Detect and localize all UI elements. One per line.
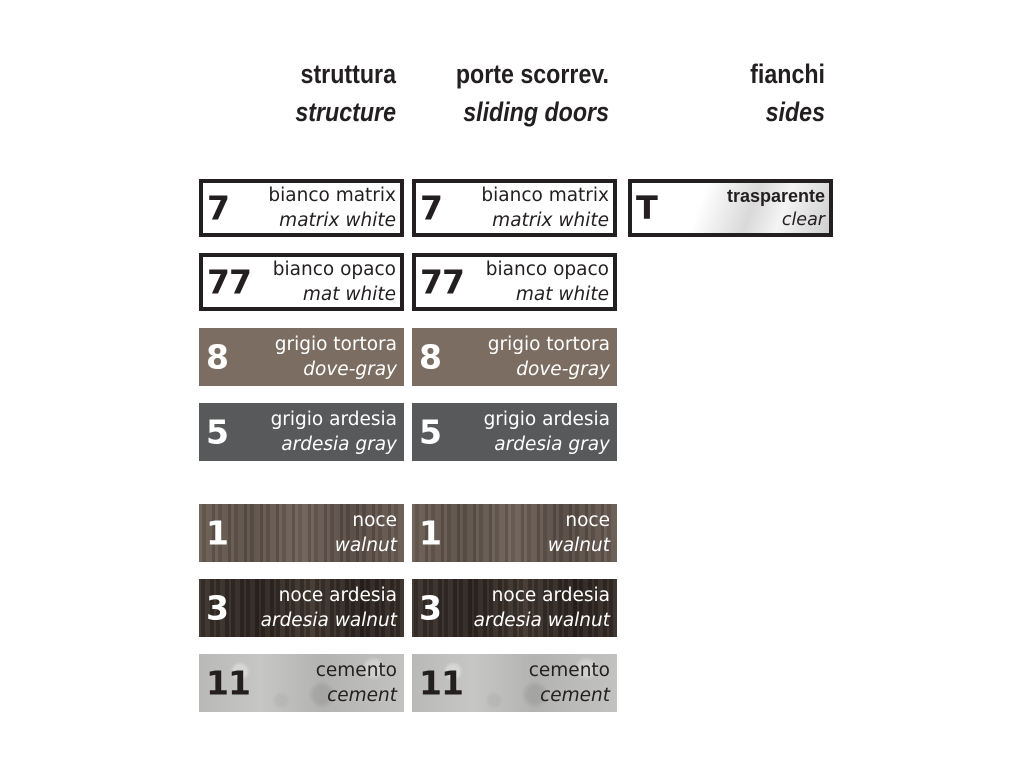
finish-names (484, 407, 610, 457)
finish-name-it: grigio ardesia (483, 409, 610, 430)
finish-name-en: mat white (515, 284, 609, 305)
finish-code: 7 (207, 188, 229, 228)
swatch-doors-cement (412, 654, 617, 712)
column-header-it: struttura (300, 59, 396, 89)
swatch-doors-ardesia-walnut (412, 579, 617, 637)
finish-code: 11 (419, 663, 463, 703)
finish-name-en: ardesia gray (494, 434, 610, 455)
finish-names (474, 583, 610, 633)
finish-names (261, 583, 397, 633)
column-header-en: sliding doors (463, 97, 609, 127)
column-header-it: fianchi (750, 59, 825, 89)
swatch-doors-matrix-white (412, 179, 617, 237)
swatch-structure-ardesia-walnut (199, 579, 404, 637)
column-header-structure (207, 55, 396, 131)
finish-name-en: cement (327, 685, 397, 706)
column-header-en: sides (765, 97, 825, 127)
finish-name-it: bianco opaco (485, 259, 609, 280)
swatch-doors-ardesia-gray (412, 403, 617, 461)
swatch-structure-ardesia-gray (199, 403, 404, 461)
finish-name-it: grigio tortora (487, 334, 610, 355)
finish-code: 5 (419, 412, 441, 452)
finish-code: 1 (419, 513, 441, 553)
finish-names (273, 257, 396, 307)
finish-names (548, 508, 610, 558)
finish-name-it: bianco opaco (272, 259, 396, 280)
finish-name-en: matrix white (279, 210, 396, 231)
swatch-doors-dove-gray (412, 328, 617, 386)
finish-name-en: walnut (547, 535, 610, 556)
column-header-sides (636, 55, 825, 131)
finish-names (529, 658, 610, 708)
finish-names (275, 332, 397, 382)
finish-name-en: cement (540, 685, 610, 706)
finish-names (316, 658, 397, 708)
finish-code: 3 (206, 588, 228, 628)
finish-name-it: noce ardesia (491, 585, 610, 606)
swatch-structure-matrix-white (199, 179, 404, 237)
finish-name-it: bianco matrix (481, 185, 609, 206)
finish-name-en: ardesia walnut (473, 610, 610, 631)
finish-code: 8 (419, 337, 441, 377)
finish-name-en: ardesia walnut (260, 610, 397, 631)
finish-name-it: cemento (528, 660, 610, 681)
finish-name-it: trasparente (726, 186, 825, 206)
finish-code: 8 (206, 337, 228, 377)
finish-name-en: matrix white (492, 210, 609, 231)
swatch-structure-walnut (199, 504, 404, 562)
swatch-structure-cement (199, 654, 404, 712)
finish-name-it: noce (352, 510, 397, 531)
finish-names (268, 183, 396, 233)
finish-names (486, 257, 609, 307)
finish-name-it: noce ardesia (278, 585, 397, 606)
finish-name-it: noce (565, 510, 610, 531)
swatch-sides-clear (628, 179, 833, 237)
swatch-doors-walnut (412, 504, 617, 562)
finish-names (481, 183, 609, 233)
finish-name-en: mat white (302, 284, 396, 305)
finish-code: 7 (420, 188, 442, 228)
finish-names (727, 184, 825, 232)
finish-name-it: grigio tortora (274, 334, 397, 355)
finish-code: T (636, 189, 657, 227)
finish-code: 77 (207, 262, 251, 302)
finish-names (271, 407, 397, 457)
column-header-sliding-doors (420, 55, 609, 131)
finish-code: 1 (206, 513, 228, 553)
finish-name-en: dove-gray (303, 359, 397, 380)
swatch-structure-dove-gray (199, 328, 404, 386)
finish-name-en: ardesia gray (281, 434, 397, 455)
finish-code: 77 (420, 262, 464, 302)
finish-name-en: dove-gray (516, 359, 610, 380)
finish-names (488, 332, 610, 382)
column-header-en: structure (295, 97, 396, 127)
swatch-structure-mat-white (199, 253, 404, 311)
finish-code: 11 (206, 663, 250, 703)
column-header-it: porte scorrev. (455, 59, 609, 89)
finish-name-en: clear (781, 210, 825, 230)
finish-names (335, 508, 397, 558)
finish-name-en: walnut (334, 535, 397, 556)
finish-code: 3 (419, 588, 441, 628)
finish-name-it: cemento (315, 660, 397, 681)
finish-name-it: bianco matrix (268, 185, 396, 206)
swatch-doors-mat-white (412, 253, 617, 311)
finish-name-it: grigio ardesia (270, 409, 397, 430)
finish-code: 5 (206, 412, 228, 452)
